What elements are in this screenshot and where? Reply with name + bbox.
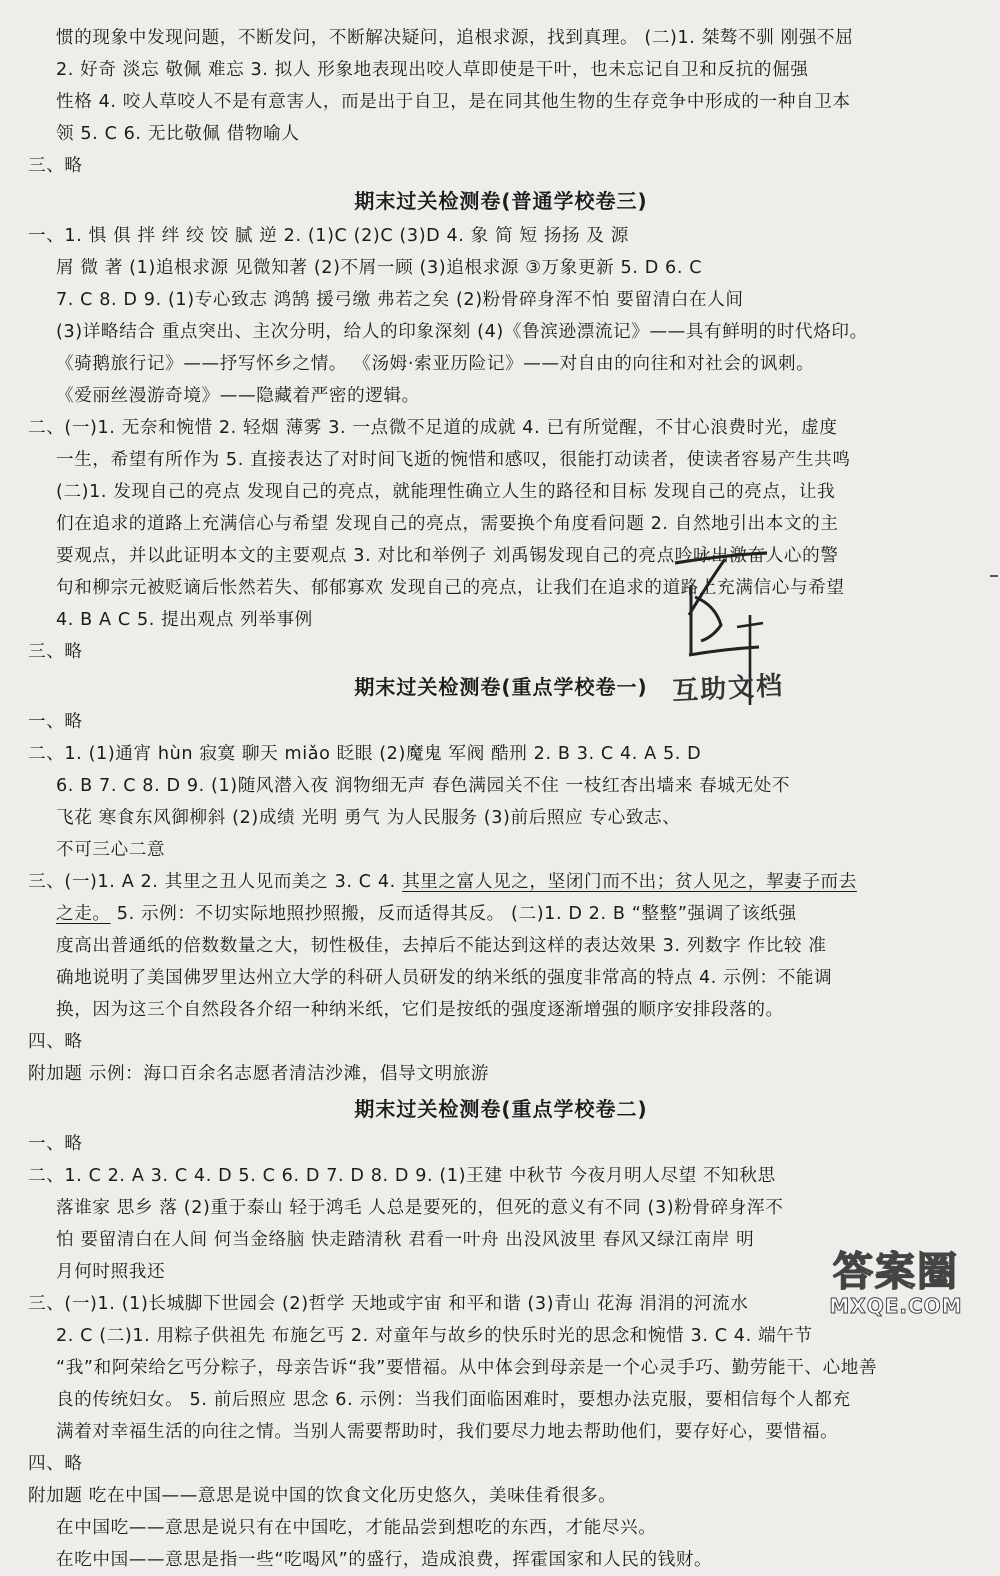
answer-line: 要观点，并以此证明本文的主要观点 3. 对比和举例子 刘禹锡发现自己的亮点吟咏出激奋人心的警 [56,546,839,566]
answer-line: 一、1. 惧 俱 拌 绊 绞 饺 腻 逆 2. (1)C (2)C (3)D 4. 象 简 短 扬扬 及 源 [28,226,629,246]
answer-line: 度高出普通纸的倍数数量之大，韧性极佳，去掉后不能达到这样的表达效果 3. 列数字 作比较 准 [56,936,827,956]
underlined-text: 之走。 [56,904,111,924]
answer-line: 良的传统妇女。 5. 前后照应 思念 6. 示例：当我们面临困难时，要想办法克服，要相信每个人都充 [56,1390,851,1410]
answer-line: 在中国吃——意思是说只有在中国吃，才能品尝到想吃的东西，才能尽兴。 [56,1518,657,1538]
answer-line: 确地说明了美国佛罗里达州立大学的科研人员研发的纳米纸的强度非常高的特点 4. 示例：不能调 [56,968,833,988]
watermark-logo: 答案圈 [833,1249,959,1295]
answer-line: 月何时照我还 [56,1262,166,1282]
answer-line: 句和柳宗元被贬谪后怅然若失、郁郁寡欢 发现自己的亮点，让我们在追求的道路上充满信心与希望 [56,578,845,598]
answer-line: 飞花 寒食东风御柳斜 (2)成绩 光明 勇气 为人民服务 (3)前后照应 专心致志、 [56,808,681,828]
answer-line: 6. B 7. C 8. D 9. (1)随风潜入夜 润物细无声 春色满园关不住 一枝红杏出墙来 春城无处不 [56,776,791,796]
answer-line: 在吃中国——意思是指一些“吃喝风”的盛行，造成浪费，挥霍国家和人民的钱财。 [56,1550,713,1570]
answer-line: 满着对幸福生活的向往之情。当别人需要帮助时，我们要尽力地去帮助他们，要存好心，要惜福。 [56,1422,839,1442]
answer-line: 屑 微 著 (1)追根求源 见微知著 (2)不屑一顾 (3)追根求源 ③万象更新 5. D 6. C [56,258,703,278]
stamp-label: 互助文档 [671,671,785,707]
answer-line: 一生，希望有所作为 5. 直接表达了对时间飞逝的惋惜和感叹，很能打动读者，使读者容易产生共鸣 [56,450,851,470]
answer-line: (二)1. 发现自己的亮点 发现自己的亮点，就能理性确立人生的路径和目标 发现自己的亮点，让我 [56,482,836,502]
answer-line: 落谁家 思乡 落 (2)重于泰山 轻于鸿毛 人总是要死的，但死的意义有不同 (3)粉骨碎身浑不 [56,1198,784,1218]
watermark [798,1250,994,1322]
answer-line [28,898,974,930]
answer-line: 们在追求的道路上充满信心与希望 发现自己的亮点，需要换个角度看问题 2. 自然地引出本文的主 [56,514,839,534]
answer-line: 4. B A C 5. 提出观点 列举事例 [56,610,313,630]
answer-line: “我”和阿荣给乞丐分粽子，母亲告诉“我”要惜福。从中体会到母亲是一个心灵手巧、勤劳能干、心地善 [56,1358,878,1378]
answer-line [28,866,974,898]
answer-line: 惯的现象中发现问题，不断发问，不断解决疑问，追根求源，找到真理。 (二)1. 桀骜不驯 刚强不屈 [56,28,854,48]
answer-line: 一、略 [28,712,83,732]
answer-text: 5. 示例：不切实际地照抄照搬，反而适得其反。 (二)1. D 2. B “整整”强调了该纸强 [110,904,797,924]
answer-line: 怕 要留清白在人间 何当金络脑 快走踏清秋 君看一叶舟 出没风波里 春风又绿江南岸 明 [56,1230,755,1250]
answer-line: 四、略 [28,1032,83,1052]
answer-line: 2. 好奇 淡忘 敬佩 难忘 3. 拟人 形象地表现出咬人草即使是干叶，也未忘记自卫和反抗的倔强 [56,60,809,80]
answer-line: 7. C 8. D 9. (1)专心致志 鸿鹄 援弓缴 弗若之矣 (2)粉骨碎身浑不怕 要留清白在人间 [56,290,744,310]
answer-line: 二、1. C 2. A 3. C 4. D 5. C 6. D 7. D 8. D 9. (1)王建 中秋节 今夜月明人尽望 不知秋思 [28,1166,776,1186]
answer-line: 不可三心二意 [56,840,166,860]
underlined-text: 其里之富人见之，坚闭门而不出；贫人见之，挈妻子而去 [402,872,857,892]
answer-line: 性格 4. 咬人草咬人不是有意害人，而是出于自卫，是在同其他生物的生存竞争中形成的一种自卫本 [56,92,851,112]
answer-line: 《骑鹅旅行记》——抒写怀乡之情。 《汤姆·索亚历险记》——对自由的向往和对社会的讽刺。 [56,354,815,374]
answer-line: 三、略 [28,642,83,662]
watermark-url: MXQE.COM [829,1294,963,1318]
answer-line: 三、略 [28,156,83,176]
answer-line: 三、(一)1. (1)长城脚下世园会 (2)哲学 天地或宇宙 和平和谐 (3)青山 花海 涓涓的河流水 [28,1294,749,1314]
section-title: 期末过关检测卷(重点学校卷二) [354,1097,648,1121]
answer-line: 一、略 [28,1134,83,1154]
answer-line: (3)详略结合 重点突出、主次分明，给人的印象深刻 (4)《鲁滨逊漂流记》——具有鲜明的时代烙印。 [56,322,868,342]
answer-line: 2. C (二)1. 用粽子供祖先 布施乞丐 2. 对童年与故乡的快乐时光的思念和惋惜 3. C 4. 端午节 [56,1326,813,1346]
section-title: 期末过关检测卷(普通学校卷三) [354,189,648,213]
answer-line: 附加题 示例：海口百余名志愿者清洁沙滩，倡导文明旅游 [28,1064,490,1084]
answer-line: 四、略 [28,1454,83,1474]
answer-line: 二、(一)1. 无奈和惋惜 2. 轻烟 薄雾 3. 一点微不足道的成就 4. 已有所觉醒，不甘心浪费时光，虚度 [28,418,838,438]
answer-line: 领 5. C 6. 无比敬佩 借物喻人 [56,124,300,144]
answer-line: 《爱丽丝漫游奇境》——隐藏着严密的逻辑。 [56,386,420,406]
margin-mark [990,575,998,577]
answer-line: 附加题 吃在中国——意思是说中国的饮食文化历史悠久，美味佳肴很多。 [28,1486,617,1506]
answer-line: 二、1. (1)通宵 hùn 寂寞 聊天 miǎo 眨眼 (2)魔鬼 军阀 酷刑 2. B 3. C 4. A 5. D [28,744,702,764]
section-title: 期末过关检测卷(重点学校卷一) [354,675,648,699]
answer-text: 三、(一)1. A 2. 其里之丑人见而美之 3. C 4. [28,872,403,892]
answer-line: 换，因为这三个自然段各介绍一种纳米纸，它们是按纸的强度逐渐增强的顺序安排段落的。 [56,1000,784,1020]
